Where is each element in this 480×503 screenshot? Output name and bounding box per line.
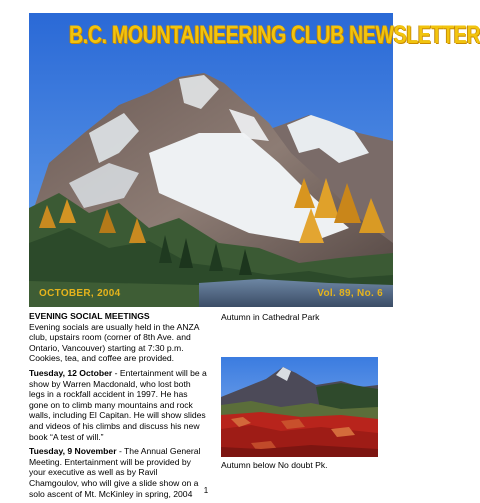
issue-volume: Vol. 89, No. 6 <box>317 288 383 299</box>
second-photo-caption: Autumn below No doubt Pk. <box>221 460 328 470</box>
evening-social-text: Evening socials are usually held in the ANZA club, upstairs room (corner of 8th Ave. and Ontario, Vancouver) starting at 7:30 p.m. Cookies, tea, and coffee are provided. <box>29 321 200 364</box>
cover-mountain-photo <box>29 13 480 307</box>
events-column <box>29 311 207 503</box>
page-number: 1 <box>203 486 209 495</box>
event-date: Tuesday, 12 October <box>29 367 113 378</box>
cover-caption: Autumn in Cathedral Park <box>221 312 320 322</box>
issue-date: OCTOBER, 2004 <box>39 288 121 299</box>
event-date: Tuesday, 9 November <box>29 446 117 457</box>
second-photo <box>221 357 378 457</box>
evening-social-heading: EVENING SOCIAL MEETINGS <box>29 311 150 321</box>
cover-photo <box>29 13 480 307</box>
heather-meadow-photo <box>221 357 378 457</box>
event-description: - The Annual General Meeting. Entertainment will be provided by your executive as well as by Ravil Chamgoulov, who will give a slide show on a solo ascent of Mt. McKinley in spring, 2004 <box>29 446 201 499</box>
newsletter-title: B.C. MOUNTAINEERING CLUB NEWSLETTER <box>69 21 480 49</box>
event-description: - Entertainment will be a show by Warren Macdonald, who lost both legs in a rockfall accident in 1997. He has gone on to climb many mountains and rock walls, including El Capitan. He will show slides and videos of his climbs and discuss his new book “A test of will.” <box>29 367 207 442</box>
event-item <box>29 368 207 442</box>
